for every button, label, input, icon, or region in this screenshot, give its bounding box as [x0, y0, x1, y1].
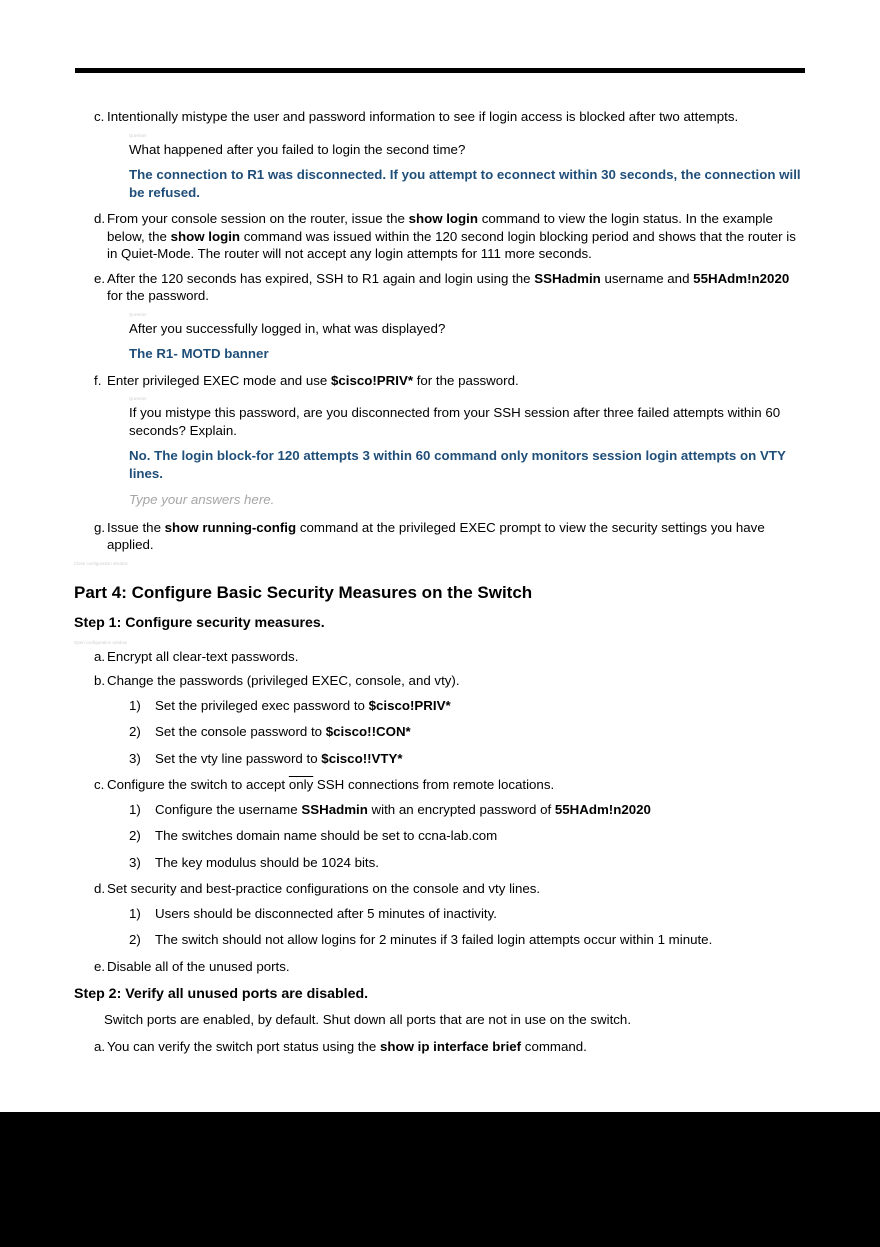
question-text: What happened after you failed to login the second time? — [129, 141, 466, 157]
list-item — [74, 672, 806, 690]
question-annotation: Question — [129, 311, 147, 317]
sub-list-marker: 2) — [129, 932, 141, 947]
sub-list-text: Configure the username SSHadmin with an encrypted password of 55HAdm!n2020 — [155, 801, 651, 817]
emphasis-bold: $cisco!PRIV* — [368, 697, 451, 713]
sub-list-marker: 1) — [129, 801, 141, 817]
question-text: If you mistype this password, are you disconnected from your SSH session after three failed attempts within 60 seconds? Explain. — [129, 405, 781, 438]
list-text: Issue the show running-config command at the privileged EXEC prompt to view the security settings you have applied. — [107, 519, 765, 552]
question-text: After you successfully logged in, what was displayed? — [129, 320, 446, 336]
list-marker: c. — [94, 777, 105, 792]
step1-heading: Step 1: Configure security measures. — [74, 614, 325, 631]
sub-list-marker: 2) — [129, 724, 141, 739]
step1-list — [74, 648, 806, 976]
sub-list-text: Set the console password to $cisco!!CON* — [155, 724, 411, 739]
sub-list-text: Set the privileged exec password to $cisco!PRIV* — [155, 697, 451, 713]
close-config-annotation: Close configuration window — [74, 560, 128, 566]
open-config-annotation: Open configuration window — [74, 639, 128, 645]
list-item — [74, 958, 806, 976]
list-marker: d. — [94, 881, 106, 896]
list-marker: e. — [94, 270, 106, 286]
document-content — [74, 108, 806, 1062]
emphasis-bold: show running-config — [164, 519, 297, 535]
sub-list-marker: 3) — [129, 854, 141, 870]
sub-list-item — [74, 931, 806, 949]
emphasis-overline: only — [288, 777, 314, 792]
list-marker: a. — [94, 648, 106, 664]
sub-list-item — [74, 723, 806, 741]
emphasis-bold: 55HAdm!n2020 — [693, 270, 790, 286]
list-marker: g. — [94, 519, 106, 535]
list-marker: c. — [94, 109, 105, 124]
emphasis-bold: show ip interface brief — [379, 1038, 522, 1054]
sub-list-text: Users should be disconnected after 5 minutes of inactivity. — [155, 905, 497, 921]
emphasis-bold: $cisco!!VTY* — [321, 750, 403, 766]
emphasis-bold: $cisco!!CON* — [325, 724, 411, 739]
sub-list-text: The switches domain name should be set to ccna-lab.com — [155, 828, 498, 843]
question-annotation: Question — [129, 396, 147, 401]
footer-band — [0, 1112, 880, 1247]
list-text: From your console session on the router, issue the show login command to view the login status. In the example below, the show login command was issued within the 120 second login blocking period and shows that the router is in Quiet-Mode. The router will not accept any login attempts for 111 more seconds. — [107, 211, 796, 261]
sub-list-item — [74, 697, 806, 715]
step2-list — [74, 1038, 806, 1056]
emphasis-bold: SSHadmin — [534, 270, 601, 286]
list-item — [74, 648, 806, 666]
sub-list-text: The switch should not allow logins for 2 minutes if 3 failed login attempts occur within 1 minute. — [155, 932, 713, 947]
list-text: You can verify the switch port status using the show ip interface brief command. — [107, 1038, 587, 1054]
list-marker: a. — [94, 1038, 106, 1054]
list-text: Set security and best-practice configurations on the console and vty lines. — [107, 881, 541, 896]
question-annotation: Question — [129, 132, 147, 138]
list-text: Encrypt all clear-text passwords. — [107, 648, 299, 664]
sub-list-marker: 1) — [129, 697, 141, 713]
list-item — [74, 372, 806, 390]
list-text: Enter privileged EXEC mode and use $cisco!PRIV* for the password. — [107, 372, 519, 388]
emphasis-bold: $cisco!PRIV* — [330, 372, 414, 388]
list-item — [74, 519, 806, 554]
step2-heading: Step 2: Verify all unused ports are disabled. — [74, 986, 369, 1002]
sub-list-marker: 3) — [129, 750, 141, 766]
sub-list-item — [74, 827, 806, 845]
list-text: Configure the switch to accept only SSH connections from remote locations. — [107, 777, 555, 792]
list-item — [74, 108, 806, 126]
list-item — [74, 880, 806, 898]
list-text: Change the passwords (privileged EXEC, console, and vty). — [107, 673, 460, 688]
sub-list-marker: 1) — [129, 905, 141, 921]
list-item — [74, 210, 806, 263]
answer-placeholder[interactable]: Type your answers here. — [129, 492, 275, 507]
step2-intro: Switch ports are enabled, by default. Shut down all ports that are not in use on the switch. — [104, 1012, 632, 1027]
sub-list-item — [74, 854, 806, 872]
sub-list-text: The key modulus should be 1024 bits. — [155, 854, 379, 870]
emphasis-bold: SSHadmin — [301, 801, 368, 817]
list-marker: e. — [94, 958, 106, 974]
list-item — [74, 1038, 806, 1056]
page-title: Part 4: Configure Basic Security Measures on the Switch — [74, 582, 533, 602]
list-text: After the 120 seconds has expired, SSH to R1 again and login using the SSHadmin username and 55HAdm!n2020 for the password. — [107, 270, 790, 303]
list-marker: d. — [94, 211, 106, 226]
list-marker: b. — [94, 673, 106, 688]
sub-list-text: Set the vty line password to $cisco!!VTY* — [155, 750, 403, 766]
list-item — [74, 776, 806, 794]
sub-list-item — [74, 750, 806, 768]
sub-list-marker: 2) — [129, 828, 141, 843]
emphasis-bold: show login — [408, 211, 478, 226]
sub-list-item — [74, 905, 806, 923]
answer-text: No. The login block-for 120 attempts 3 within 60 command only monitors session login attempts on VTY lines. — [129, 448, 786, 481]
list-marker: f. — [94, 372, 102, 388]
header-rule — [75, 68, 805, 73]
list-text: Intentionally mistype the user and password information to see if login access is blocked after two attempts. — [107, 109, 739, 124]
emphasis-bold: 55HAdm!n2020 — [554, 801, 651, 817]
answer-text: The connection to R1 was disconnected. If you attempt to econnect within 30 seconds, the connection will be refused. — [129, 167, 801, 200]
list-item — [74, 270, 806, 305]
emphasis-bold: show login — [170, 228, 241, 244]
sub-list-item — [74, 801, 806, 819]
answer-text: The R1- MOTD banner — [129, 346, 269, 361]
list-text: Disable all of the unused ports. — [107, 958, 290, 974]
